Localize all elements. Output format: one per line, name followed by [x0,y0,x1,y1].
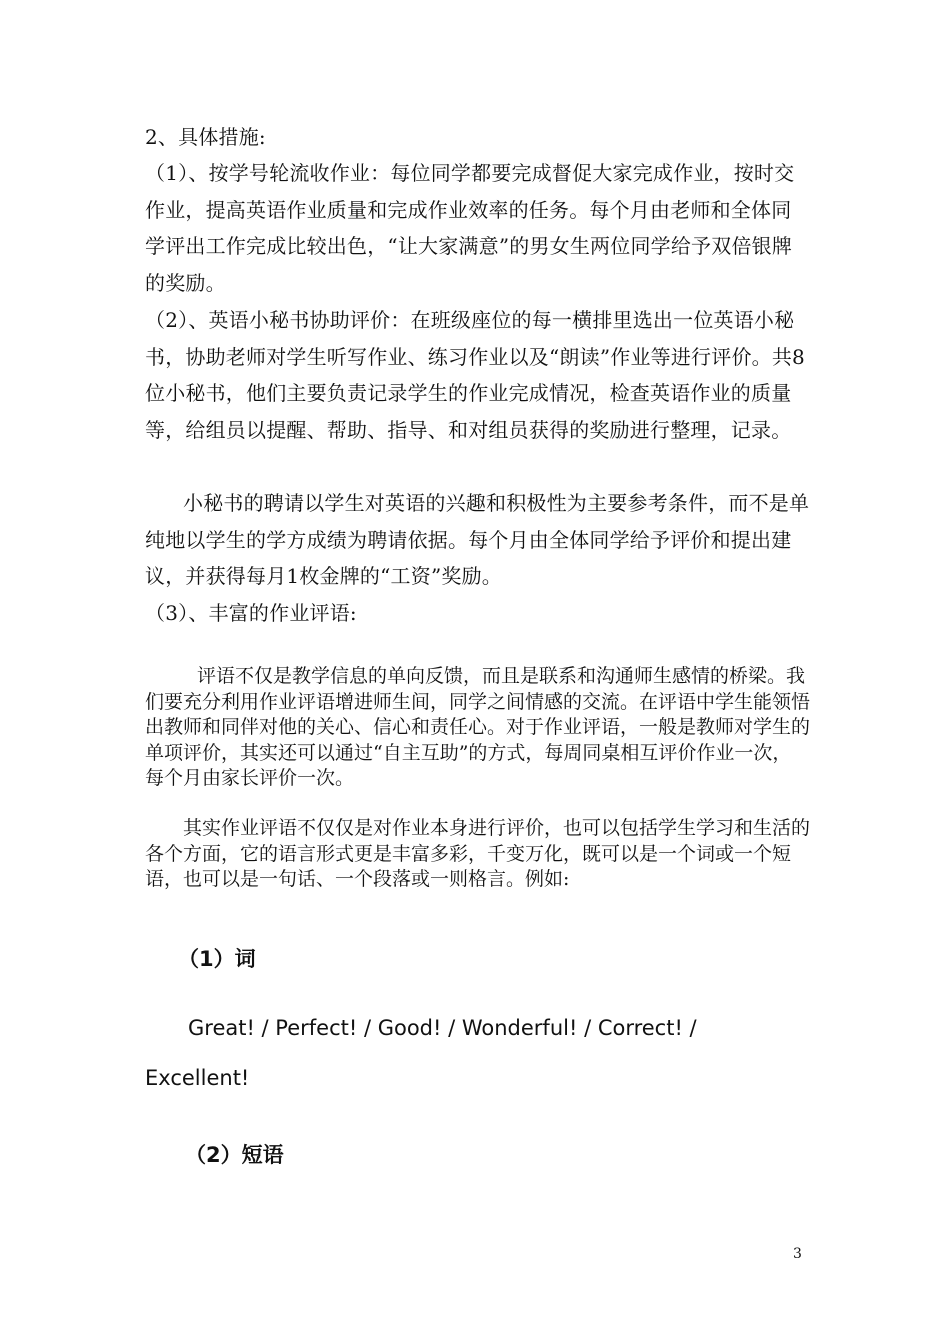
section-heading: 2、具体措施: [145,125,266,149]
comment-paragraph-2: 其实作业评语不仅仅是对作业本身进行评价，也可以包括学生学习和生活的各个方面，它的语言形式更是丰富多彩，千变万化，既可以是一个词或一个短语，也可以是一句话、一个段落或一则格言。例如: [145,817,811,890]
measure-2-note-paragraph: 小秘书的聘请以学生对英语的兴趣和积极性为主要参考条件，而不是单纯地以学生的学方成绩为聘请依据。每个月由全体同学给予评价和提出建议，并获得每月1枚金牌的“工资”奖励。 [145,491,810,588]
subsection-words-title: （1）词 [178,947,256,971]
page-number: 3 [793,1246,802,1262]
subsection-phrases-title: （2）短语 [185,1143,284,1167]
measure-2-paragraph: （2）、英语小秘书协助评价：在班级座位的每一横排里选出一位英语小秘书，协助老师对学生听写作业、练习作业以及“朗读”作业等进行评价。共8位小秘书，他们主要负责记录学生的作业完成情况，检查英语作业的质量等，给组员以提醒、帮助、指导、和对组员获得的奖励进行整理，记录。 [145,308,805,442]
measure-1-paragraph: （1）、按学号轮流收作业：每位同学都要完成督促大家完成作业，按时交作业，提高英语作业质量和完成作业效率的任务。每个月由老师和全体同学评出工作完成比较出色，“让大家满意”的男女生两位同学给予双倍银牌的奖励。 [145,161,795,295]
measure-3-heading: （3）、丰富的作业评语: [145,601,357,625]
comment-paragraph-1: 评语不仅是教学信息的单向反馈，而且是联系和沟通师生感情的桥梁。我们要充分利用作业评语增进师生间，同学之间情感的交流。在评语中学生能领悟出教师和同伴对他的关心、信心和责任心。对于作业评语，一般是教师对学生的单项评价，其实还可以通过“自主互助”的方式，每周同桌相互评价作业一次，每个月由家长评价一次。 [145,665,811,789]
words-example-line-1: Great! / Perfect! / Good! / Wonderful! / Correct! / [188,1016,697,1040]
words-example-line-2: Excellent! [145,1066,250,1090]
